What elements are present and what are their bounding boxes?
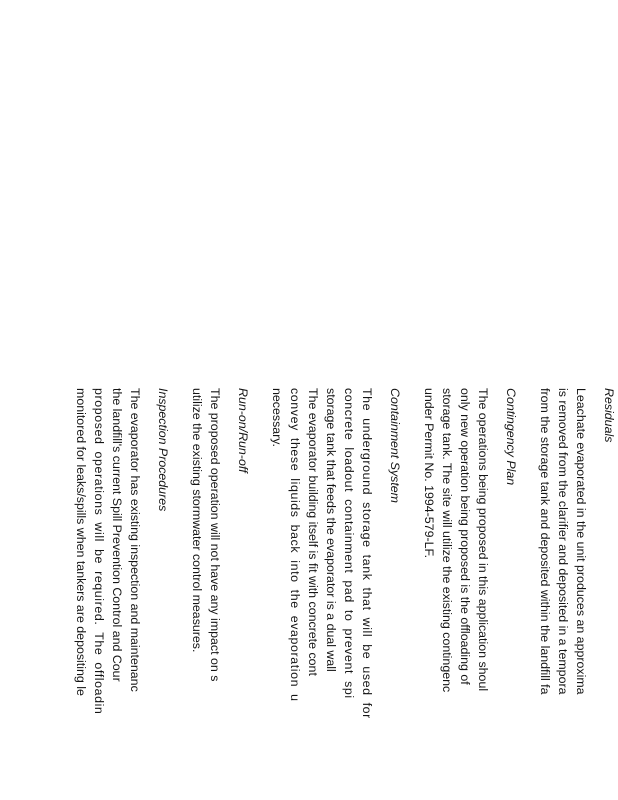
section-heading-run-on-run-off: Run-on/Run-off [236, 388, 250, 473]
rotated-text-block [72, 388, 618, 800]
text-line: The underground storage tank that will be used for [360, 388, 374, 719]
section-heading-containment-system: Containment System [388, 388, 402, 504]
text-line: The evaporator has existing inspection and maintenanc [128, 388, 142, 692]
text-line: concrete loadout containment pad to prevent spi [342, 388, 356, 699]
paragraph-contingency-plan [420, 388, 492, 800]
paragraph-containment-system [268, 388, 376, 800]
text-line: Leachate evaporated in the unit produces an approxima [574, 388, 588, 695]
text-line: only new operation being proposed is the offloading of [458, 388, 472, 685]
text-line: under Permit No. 1994-579-LF. [422, 388, 436, 559]
text-line: storage tank that feeds the evaporator is a dual wall [324, 388, 338, 672]
section-heading-contingency-plan: Contingency Plan [504, 388, 518, 486]
paragraph-inspection-procedures [72, 388, 144, 800]
text-line: convey these liquids back into the evaporation u [288, 388, 302, 702]
paragraph-residuals [536, 388, 590, 800]
text-line: The operations being proposed in this application shoul [476, 388, 490, 692]
text-line: utilize the existing stormwater control measures. [190, 388, 204, 653]
text-line: The evaporator building itself is fit with concrete cont [306, 388, 320, 676]
text-line: from the storage tank and deposited within the landfill fa [538, 388, 552, 695]
text-line: The proposed operation will not have any impact on s [208, 388, 222, 682]
text-line: is removed from the clarifier and deposited in a tempora [556, 388, 570, 695]
text-line: storage tank. The site will utilize the existing contingenc [440, 388, 454, 693]
text-line: monitored for leaks/spills when tankers are depositing le [74, 388, 88, 696]
text-line: proposed operations will be required. The offloadin [92, 388, 106, 715]
text-line: the landfill's current Spill Prevention Control and Cour [110, 388, 124, 682]
paragraph-run-on-run-off [188, 388, 224, 800]
text-line: necessary. [270, 388, 284, 447]
section-heading-inspection-procedures: Inspection Procedures [156, 388, 170, 512]
section-heading-residuals: Residuals [602, 388, 616, 443]
